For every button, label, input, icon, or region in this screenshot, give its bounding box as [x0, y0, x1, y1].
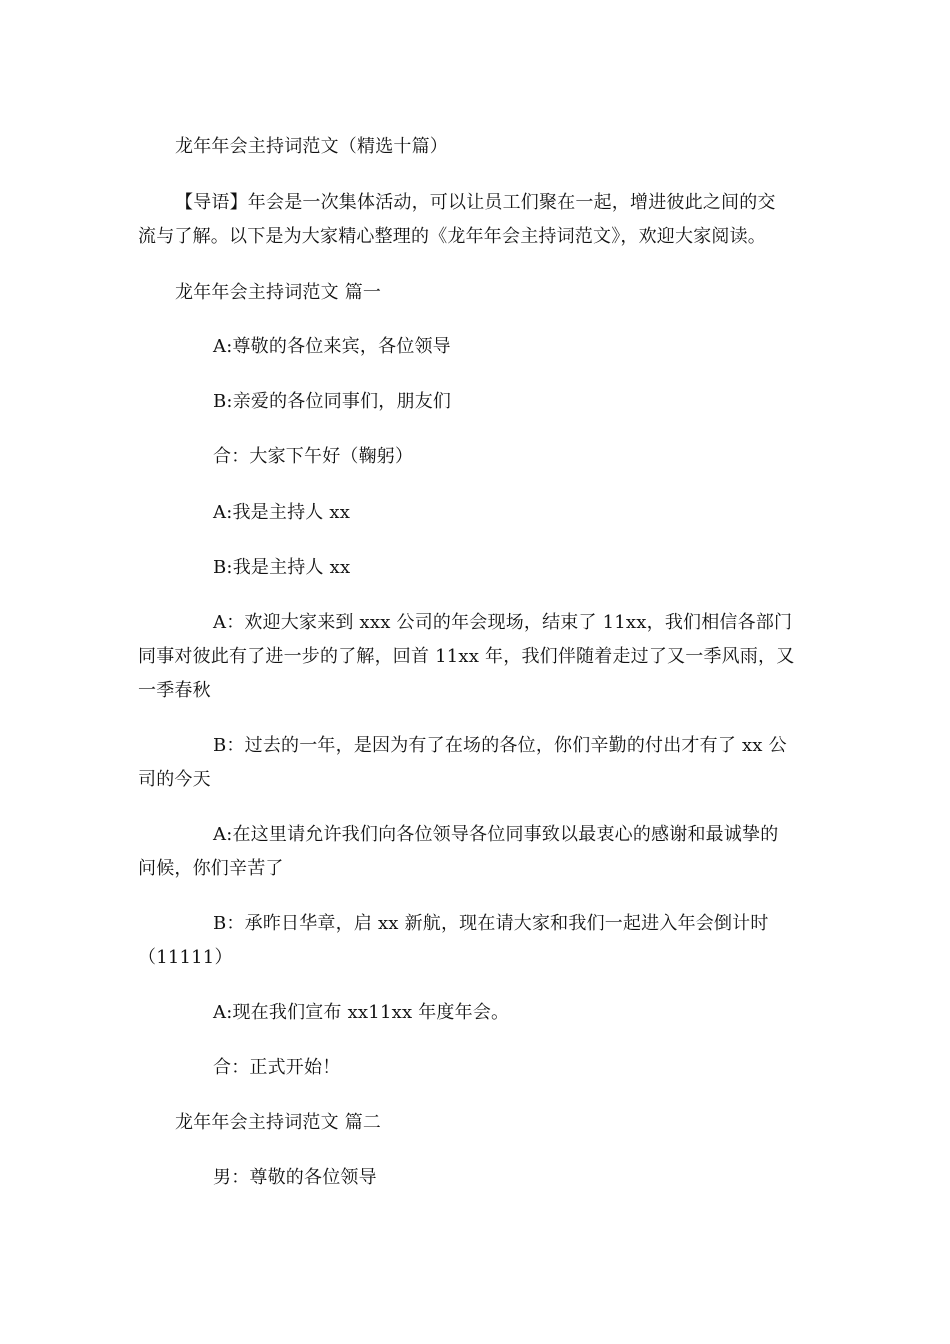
paragraph-together-start: 合：正式开始！ [213, 1057, 341, 1078]
paragraph-b-greeting: B:亲爱的各位同事们，朋友们 [213, 391, 452, 412]
paragraph-a-greeting: A:尊敬的各位来宾，各位领导 [213, 336, 451, 357]
paragraph-a-welcome-line-2: 同事对彼此有了进一步的了解，回首 11xx 年，我们伴随着走过了又一季风雨，又 [138, 646, 795, 667]
paragraph-b-past-year-line-2: 司的今天 [138, 769, 211, 790]
paragraph-male-greeting: 男：尊敬的各位领导 [213, 1167, 377, 1188]
paragraph-a-welcome-line-1: A：欢迎大家来到 xxx 公司的年会现场，结束了 11xx，我们相信各部门 [213, 612, 793, 633]
document-title: 龙年年会主持词范文（精选十篇） [175, 136, 448, 157]
paragraph-a-thanks-line-1: A:在这里请允许我们向各位领导各位同事致以最衷心的感谢和最诚挚的 [213, 824, 779, 845]
paragraph-a-announce: A:现在我们宣布 xx11xx 年度年会。 [213, 1002, 510, 1023]
section-1-heading: 龙年年会主持词范文 篇一 [175, 282, 382, 303]
paragraph-a-thanks-line-2: 问候，你们辛苦了 [138, 858, 284, 879]
paragraph-b-past-year-line-1: B：过去的一年，是因为有了在场的各位，你们辛勤的付出才有了 xx 公 [213, 735, 787, 756]
intro-line-1: 【导语】年会是一次集体活动，可以让员工们聚在一起，增进彼此之间的交 [175, 192, 776, 213]
intro-line-2: 流与了解。以下是为大家精心整理的《龙年年会主持词范文》，欢迎大家阅读。 [138, 226, 766, 247]
paragraph-a-host: A:我是主持人 xx [213, 502, 351, 523]
paragraph-b-countdown-line-1: B：承昨日华章，启 xx 新航，现在请大家和我们一起进入年会倒计时 [213, 913, 769, 934]
paragraph-together-greeting: 合：大家下午好（鞠躬） [213, 446, 414, 467]
paragraph-b-countdown-line-2: （11111） [138, 947, 233, 968]
paragraph-b-host: B:我是主持人 xx [213, 557, 351, 578]
paragraph-a-welcome-line-3: 一季春秋 [138, 680, 211, 701]
section-2-heading: 龙年年会主持词范文 篇二 [175, 1112, 382, 1133]
